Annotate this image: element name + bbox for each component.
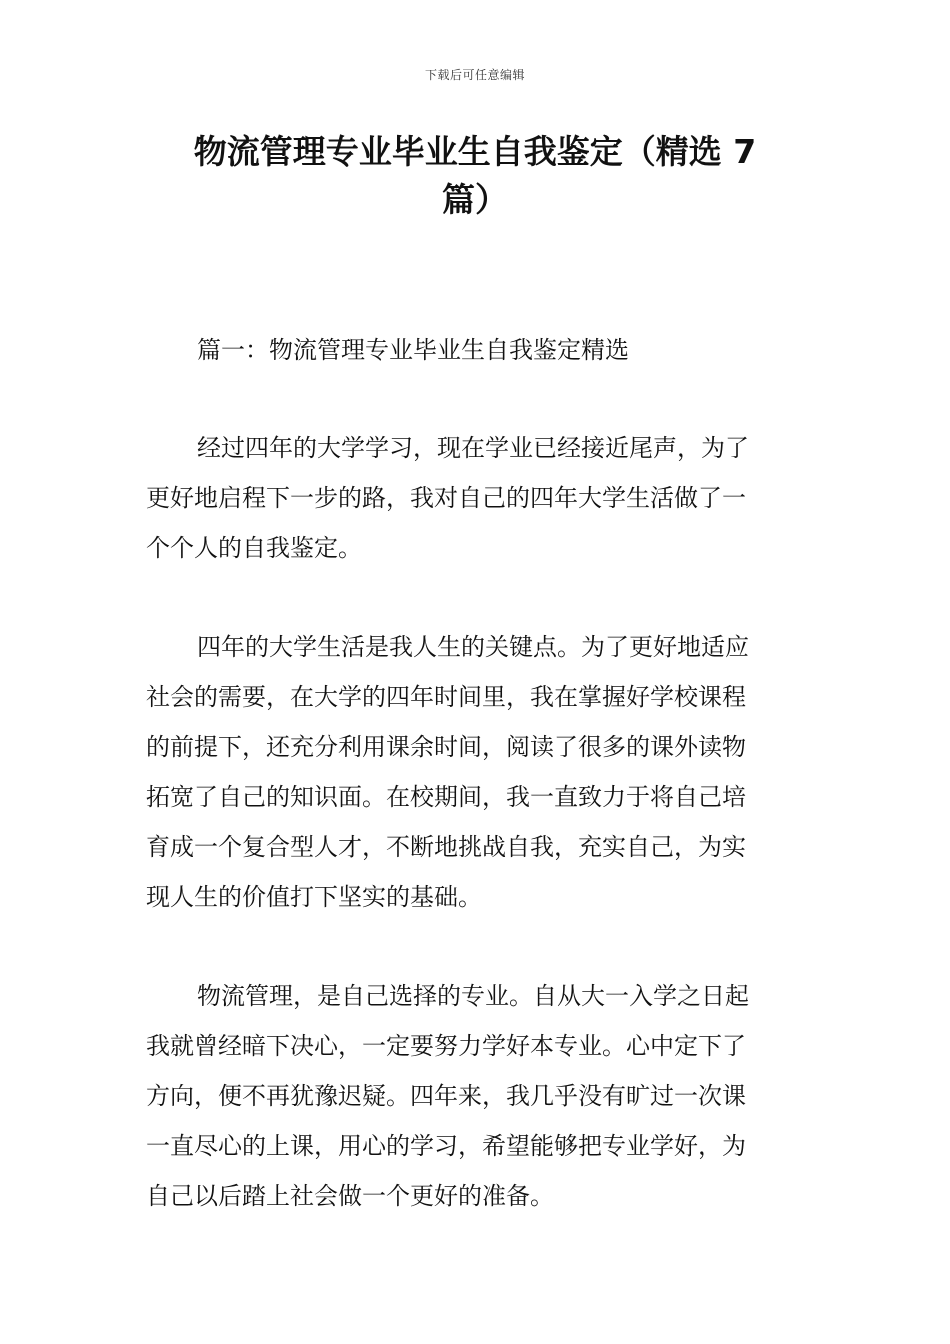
- paragraph-line: 社会的需要，在大学的四年时间里，我在掌握好学校课程: [146, 683, 746, 711]
- paragraph-line: 拓宽了自己的知识面。在校期间，我一直致力于将自己培: [146, 783, 746, 811]
- paragraph-line: 方向，便不再犹豫迟疑。四年来，我几乎没有旷过一次课: [146, 1082, 746, 1110]
- paragraph-line: 个个人的自我鉴定。: [146, 534, 362, 562]
- header-note: 下载后可任意编辑: [424, 68, 525, 82]
- document-title-line-1: 物流管理专业毕业生自我鉴定（精选 7: [193, 132, 757, 171]
- paragraph-2: [146, 622, 810, 922]
- paragraph-line: 的前提下，还充分利用课余时间，阅读了很多的课外读物: [146, 733, 746, 761]
- paragraph-1: [146, 423, 810, 573]
- paragraph-line: 一直尽心的上课，用心的学习，希望能够把专业学好，为: [146, 1132, 746, 1160]
- paragraph-line: 物流管理，是自己选择的专业。自从大一入学之日起: [197, 982, 749, 1010]
- paragraph-line: 现人生的价值打下坚实的基础。: [146, 883, 482, 911]
- paragraph-line: 育成一个复合型人才，不断地挑战自我，充实自己，为实: [146, 833, 746, 861]
- paragraph-line: 经过四年的大学学习，现在学业已经接近尾声，为了: [197, 434, 749, 462]
- paragraph-line: 自己以后踏上社会做一个更好的准备。: [146, 1182, 554, 1210]
- paragraph-line: 四年的大学生活是我人生的关键点。为了更好地适应: [197, 633, 749, 661]
- paragraph-3: [146, 971, 810, 1221]
- paragraph-line: 更好地启程下一步的路，我对自己的四年大学生活做了一: [146, 484, 746, 512]
- paragraph-line: 我就曾经暗下决心，一定要努力学好本专业。心中定下了: [146, 1032, 746, 1060]
- document-title-line-2: 篇）: [442, 180, 508, 219]
- document-title: [160, 128, 790, 224]
- section-heading: 篇一：物流管理专业毕业生自我鉴定精选: [197, 336, 629, 364]
